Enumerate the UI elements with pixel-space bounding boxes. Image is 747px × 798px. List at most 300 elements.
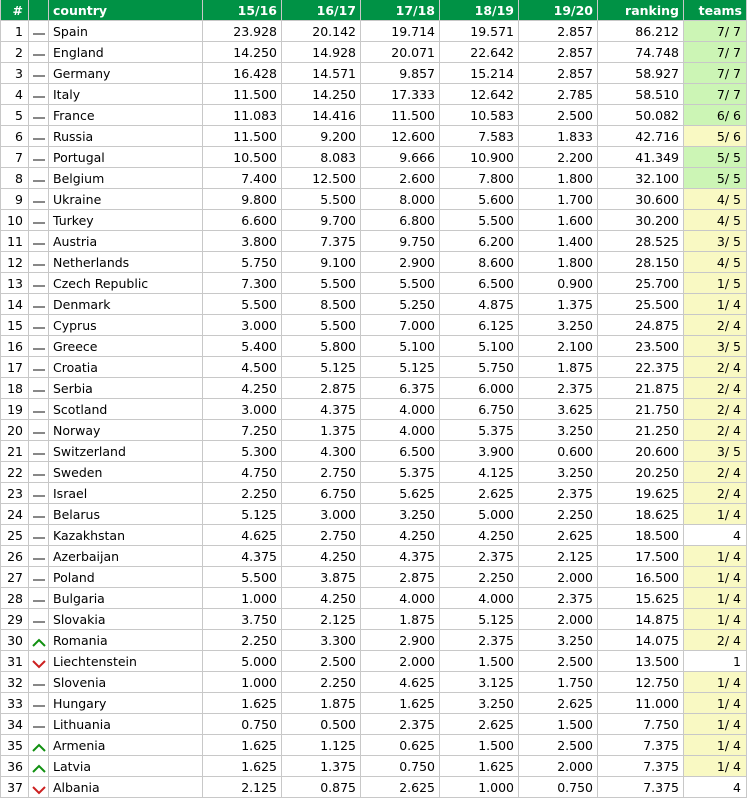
country-cell: Armenia bbox=[49, 735, 203, 756]
trend-same-icon bbox=[32, 132, 46, 142]
trend-cell bbox=[29, 777, 49, 798]
ranking-cell: 7.750 bbox=[598, 714, 684, 735]
ranking-cell: 24.875 bbox=[598, 315, 684, 336]
season-16-17-cell: 12.500 bbox=[282, 168, 361, 189]
trend-cell bbox=[29, 567, 49, 588]
season-17-18-cell: 3.250 bbox=[361, 504, 440, 525]
season-19-20-cell: 3.625 bbox=[519, 399, 598, 420]
ranking-cell: 20.250 bbox=[598, 462, 684, 483]
season-16-17-cell: 5.500 bbox=[282, 189, 361, 210]
season-15-16-cell: 5.000 bbox=[203, 651, 282, 672]
season-18-19-cell: 2.250 bbox=[440, 567, 519, 588]
season-15-16-cell: 2.250 bbox=[203, 483, 282, 504]
header-season-16-17[interactable]: 16/17 bbox=[282, 0, 361, 21]
trend-same-icon bbox=[32, 48, 46, 58]
trend-same-icon bbox=[32, 426, 46, 436]
trend-same-icon bbox=[32, 384, 46, 394]
ranking-cell: 32.100 bbox=[598, 168, 684, 189]
season-15-16-cell: 7.250 bbox=[203, 420, 282, 441]
season-19-20-cell: 3.250 bbox=[519, 630, 598, 651]
rank-cell: 33 bbox=[1, 693, 29, 714]
rank-cell: 23 bbox=[1, 483, 29, 504]
season-19-20-cell: 3.250 bbox=[519, 315, 598, 336]
rank-cell: 17 bbox=[1, 357, 29, 378]
season-17-18-cell: 11.500 bbox=[361, 105, 440, 126]
season-15-16-cell: 23.928 bbox=[203, 21, 282, 42]
teams-cell: 3/ 5 bbox=[684, 231, 747, 252]
header-season-18-19[interactable]: 18/19 bbox=[440, 0, 519, 21]
season-17-18-cell: 2.375 bbox=[361, 714, 440, 735]
season-16-17-cell: 1.875 bbox=[282, 693, 361, 714]
trend-same-icon bbox=[32, 510, 46, 520]
ranking-cell: 74.748 bbox=[598, 42, 684, 63]
trend-same-icon bbox=[32, 720, 46, 730]
country-cell: Belgium bbox=[49, 168, 203, 189]
season-16-17-cell: 1.375 bbox=[282, 420, 361, 441]
trend-cell bbox=[29, 399, 49, 420]
rank-cell: 36 bbox=[1, 756, 29, 777]
rank-cell: 9 bbox=[1, 189, 29, 210]
table-row bbox=[1, 168, 747, 189]
trend-cell bbox=[29, 735, 49, 756]
country-cell: Portugal bbox=[49, 147, 203, 168]
season-19-20-cell: 2.000 bbox=[519, 756, 598, 777]
header-season-15-16[interactable]: 15/16 bbox=[203, 0, 282, 21]
rank-cell: 5 bbox=[1, 105, 29, 126]
season-15-16-cell: 5.400 bbox=[203, 336, 282, 357]
season-18-19-cell: 19.571 bbox=[440, 21, 519, 42]
teams-cell: 1/ 4 bbox=[684, 756, 747, 777]
teams-cell: 5/ 6 bbox=[684, 126, 747, 147]
teams-cell: 4 bbox=[684, 525, 747, 546]
season-16-17-cell: 9.200 bbox=[282, 126, 361, 147]
season-15-16-cell: 1.625 bbox=[203, 693, 282, 714]
season-17-18-cell: 2.875 bbox=[361, 567, 440, 588]
ranking-cell: 18.500 bbox=[598, 525, 684, 546]
season-19-20-cell: 3.250 bbox=[519, 462, 598, 483]
season-15-16-cell: 5.500 bbox=[203, 567, 282, 588]
season-19-20-cell: 3.250 bbox=[519, 420, 598, 441]
season-17-18-cell: 6.375 bbox=[361, 378, 440, 399]
ranking-cell: 14.875 bbox=[598, 609, 684, 630]
ranking-cell: 30.600 bbox=[598, 189, 684, 210]
table-body bbox=[1, 21, 747, 798]
trend-same-icon bbox=[32, 174, 46, 184]
season-16-17-cell: 4.250 bbox=[282, 546, 361, 567]
rank-cell: 1 bbox=[1, 21, 29, 42]
table-row bbox=[1, 714, 747, 735]
table-row bbox=[1, 210, 747, 231]
table-row bbox=[1, 483, 747, 504]
header-ranking[interactable]: ranking bbox=[598, 0, 684, 21]
trend-cell bbox=[29, 231, 49, 252]
trend-same-icon bbox=[32, 594, 46, 604]
country-cell: Serbia bbox=[49, 378, 203, 399]
country-cell: Turkey bbox=[49, 210, 203, 231]
season-15-16-cell: 4.625 bbox=[203, 525, 282, 546]
season-16-17-cell: 4.375 bbox=[282, 399, 361, 420]
ranking-cell: 11.000 bbox=[598, 693, 684, 714]
season-15-16-cell: 3.750 bbox=[203, 609, 282, 630]
ranking-cell: 16.500 bbox=[598, 567, 684, 588]
header-season-17-18[interactable]: 17/18 bbox=[361, 0, 440, 21]
season-19-20-cell: 1.875 bbox=[519, 357, 598, 378]
table-row bbox=[1, 105, 747, 126]
trend-same-icon bbox=[32, 300, 46, 310]
trend-same-icon bbox=[32, 699, 46, 709]
season-19-20-cell: 1.750 bbox=[519, 672, 598, 693]
rank-cell: 3 bbox=[1, 63, 29, 84]
rank-cell: 31 bbox=[1, 651, 29, 672]
trend-cell bbox=[29, 336, 49, 357]
table-row bbox=[1, 126, 747, 147]
season-15-16-cell: 1.000 bbox=[203, 588, 282, 609]
trend-same-icon bbox=[32, 678, 46, 688]
country-cell: Germany bbox=[49, 63, 203, 84]
season-17-18-cell: 1.625 bbox=[361, 693, 440, 714]
country-cell: Ukraine bbox=[49, 189, 203, 210]
trend-cell bbox=[29, 441, 49, 462]
season-15-16-cell: 4.500 bbox=[203, 357, 282, 378]
season-18-19-cell: 4.875 bbox=[440, 294, 519, 315]
trend-cell bbox=[29, 63, 49, 84]
ranking-cell: 25.500 bbox=[598, 294, 684, 315]
teams-cell: 2/ 4 bbox=[684, 378, 747, 399]
season-19-20-cell: 2.375 bbox=[519, 483, 598, 504]
trend-cell bbox=[29, 105, 49, 126]
rank-cell: 16 bbox=[1, 336, 29, 357]
season-15-16-cell: 4.375 bbox=[203, 546, 282, 567]
header-season-19-20[interactable]: 19/20 bbox=[519, 0, 598, 21]
season-19-20-cell: 0.600 bbox=[519, 441, 598, 462]
teams-cell: 4/ 5 bbox=[684, 210, 747, 231]
header-teams[interactable]: teams bbox=[684, 0, 747, 21]
trend-same-icon bbox=[32, 237, 46, 247]
trend-same-icon bbox=[32, 363, 46, 373]
season-17-18-cell: 0.625 bbox=[361, 735, 440, 756]
season-18-19-cell: 8.600 bbox=[440, 252, 519, 273]
teams-cell: 1/ 4 bbox=[684, 504, 747, 525]
country-cell: Romania bbox=[49, 630, 203, 651]
ranking-cell: 42.716 bbox=[598, 126, 684, 147]
country-cell: Netherlands bbox=[49, 252, 203, 273]
teams-cell: 1/ 4 bbox=[684, 609, 747, 630]
trend-same-icon bbox=[32, 405, 46, 415]
season-15-16-cell: 3.800 bbox=[203, 231, 282, 252]
country-cell: Russia bbox=[49, 126, 203, 147]
country-cell: France bbox=[49, 105, 203, 126]
country-cell: Sweden bbox=[49, 462, 203, 483]
country-cell: Switzerland bbox=[49, 441, 203, 462]
country-cell: Poland bbox=[49, 567, 203, 588]
rank-cell: 29 bbox=[1, 609, 29, 630]
teams-cell: 7/ 7 bbox=[684, 84, 747, 105]
country-cell: Hungary bbox=[49, 693, 203, 714]
rank-cell: 14 bbox=[1, 294, 29, 315]
rank-cell: 34 bbox=[1, 714, 29, 735]
season-19-20-cell: 1.700 bbox=[519, 189, 598, 210]
country-cell: Kazakhstan bbox=[49, 525, 203, 546]
season-17-18-cell: 4.375 bbox=[361, 546, 440, 567]
country-cell: Belarus bbox=[49, 504, 203, 525]
table-row bbox=[1, 546, 747, 567]
season-17-18-cell: 5.125 bbox=[361, 357, 440, 378]
teams-cell: 2/ 4 bbox=[684, 399, 747, 420]
season-19-20-cell: 1.833 bbox=[519, 126, 598, 147]
season-19-20-cell: 2.375 bbox=[519, 378, 598, 399]
rank-cell: 32 bbox=[1, 672, 29, 693]
trend-cell bbox=[29, 147, 49, 168]
season-18-19-cell: 12.642 bbox=[440, 84, 519, 105]
rank-cell: 7 bbox=[1, 147, 29, 168]
trend-cell bbox=[29, 315, 49, 336]
season-16-17-cell: 0.875 bbox=[282, 777, 361, 798]
trend-same-icon bbox=[32, 90, 46, 100]
rank-cell: 21 bbox=[1, 441, 29, 462]
ranking-cell: 50.082 bbox=[598, 105, 684, 126]
ranking-cell: 58.510 bbox=[598, 84, 684, 105]
season-16-17-cell: 9.700 bbox=[282, 210, 361, 231]
season-16-17-cell: 2.250 bbox=[282, 672, 361, 693]
trend-same-icon bbox=[32, 258, 46, 268]
season-18-19-cell: 2.625 bbox=[440, 714, 519, 735]
table-row bbox=[1, 231, 747, 252]
teams-cell: 1/ 4 bbox=[684, 588, 747, 609]
trend-cell bbox=[29, 525, 49, 546]
ranking-cell: 12.750 bbox=[598, 672, 684, 693]
rank-cell: 20 bbox=[1, 420, 29, 441]
table-row bbox=[1, 504, 747, 525]
season-17-18-cell: 5.375 bbox=[361, 462, 440, 483]
season-17-18-cell: 2.900 bbox=[361, 630, 440, 651]
teams-cell: 1/ 4 bbox=[684, 714, 747, 735]
season-15-16-cell: 16.428 bbox=[203, 63, 282, 84]
country-cell: Latvia bbox=[49, 756, 203, 777]
ranking-cell: 19.625 bbox=[598, 483, 684, 504]
ranking-cell: 17.500 bbox=[598, 546, 684, 567]
trend-same-icon bbox=[32, 573, 46, 583]
season-18-19-cell: 6.200 bbox=[440, 231, 519, 252]
season-15-16-cell: 14.250 bbox=[203, 42, 282, 63]
season-15-16-cell: 6.600 bbox=[203, 210, 282, 231]
season-19-20-cell: 1.800 bbox=[519, 168, 598, 189]
rank-cell: 30 bbox=[1, 630, 29, 651]
trend-down-icon bbox=[32, 783, 46, 793]
ranking-cell: 7.375 bbox=[598, 735, 684, 756]
rank-cell: 12 bbox=[1, 252, 29, 273]
trend-same-icon bbox=[32, 615, 46, 625]
season-19-20-cell: 2.500 bbox=[519, 105, 598, 126]
season-19-20-cell: 2.785 bbox=[519, 84, 598, 105]
trend-same-icon bbox=[32, 216, 46, 226]
trend-cell bbox=[29, 126, 49, 147]
trend-cell bbox=[29, 693, 49, 714]
ranking-cell: 86.212 bbox=[598, 21, 684, 42]
season-19-20-cell: 2.857 bbox=[519, 42, 598, 63]
ranking-cell: 18.625 bbox=[598, 504, 684, 525]
teams-cell: 2/ 4 bbox=[684, 483, 747, 504]
season-16-17-cell: 7.375 bbox=[282, 231, 361, 252]
country-cell: Czech Republic bbox=[49, 273, 203, 294]
trend-cell bbox=[29, 84, 49, 105]
country-cell: Azerbaijan bbox=[49, 546, 203, 567]
teams-cell: 5/ 5 bbox=[684, 147, 747, 168]
trend-up-icon bbox=[32, 636, 46, 646]
season-19-20-cell: 2.857 bbox=[519, 63, 598, 84]
rank-cell: 35 bbox=[1, 735, 29, 756]
header-rank[interactable]: # bbox=[1, 0, 29, 21]
teams-cell: 1/ 4 bbox=[684, 294, 747, 315]
season-18-19-cell: 5.750 bbox=[440, 357, 519, 378]
season-19-20-cell: 2.125 bbox=[519, 546, 598, 567]
trend-cell bbox=[29, 504, 49, 525]
country-cell: Liechtenstein bbox=[49, 651, 203, 672]
season-16-17-cell: 6.750 bbox=[282, 483, 361, 504]
trend-cell bbox=[29, 714, 49, 735]
rank-cell: 11 bbox=[1, 231, 29, 252]
season-15-16-cell: 4.750 bbox=[203, 462, 282, 483]
season-18-19-cell: 5.375 bbox=[440, 420, 519, 441]
ranking-cell: 21.750 bbox=[598, 399, 684, 420]
season-18-19-cell: 1.500 bbox=[440, 651, 519, 672]
country-cell: Greece bbox=[49, 336, 203, 357]
table-row bbox=[1, 651, 747, 672]
table-row bbox=[1, 357, 747, 378]
season-16-17-cell: 1.375 bbox=[282, 756, 361, 777]
season-19-20-cell: 2.375 bbox=[519, 588, 598, 609]
season-16-17-cell: 2.750 bbox=[282, 462, 361, 483]
season-18-19-cell: 6.500 bbox=[440, 273, 519, 294]
table-row bbox=[1, 399, 747, 420]
season-16-17-cell: 14.250 bbox=[282, 84, 361, 105]
table-row bbox=[1, 630, 747, 651]
ranking-cell: 14.075 bbox=[598, 630, 684, 651]
header-row bbox=[1, 0, 747, 21]
season-15-16-cell: 7.300 bbox=[203, 273, 282, 294]
season-18-19-cell: 4.125 bbox=[440, 462, 519, 483]
season-15-16-cell: 5.300 bbox=[203, 441, 282, 462]
trend-same-icon bbox=[32, 447, 46, 457]
trend-cell bbox=[29, 252, 49, 273]
season-17-18-cell: 12.600 bbox=[361, 126, 440, 147]
season-17-18-cell: 5.625 bbox=[361, 483, 440, 504]
season-16-17-cell: 3.300 bbox=[282, 630, 361, 651]
rank-cell: 22 bbox=[1, 462, 29, 483]
season-17-18-cell: 7.000 bbox=[361, 315, 440, 336]
season-17-18-cell: 4.625 bbox=[361, 672, 440, 693]
season-18-19-cell: 2.625 bbox=[440, 483, 519, 504]
country-cell: Lithuania bbox=[49, 714, 203, 735]
ranking-cell: 22.375 bbox=[598, 357, 684, 378]
rank-cell: 19 bbox=[1, 399, 29, 420]
teams-cell: 1/ 4 bbox=[684, 735, 747, 756]
season-18-19-cell: 2.375 bbox=[440, 546, 519, 567]
trend-same-icon bbox=[32, 468, 46, 478]
table-row bbox=[1, 693, 747, 714]
trend-cell bbox=[29, 273, 49, 294]
trend-cell bbox=[29, 21, 49, 42]
country-cell: Denmark bbox=[49, 294, 203, 315]
season-17-18-cell: 9.750 bbox=[361, 231, 440, 252]
season-16-17-cell: 2.125 bbox=[282, 609, 361, 630]
teams-cell: 4/ 5 bbox=[684, 189, 747, 210]
trend-same-icon bbox=[32, 552, 46, 562]
ranking-cell: 58.927 bbox=[598, 63, 684, 84]
country-cell: England bbox=[49, 42, 203, 63]
season-19-20-cell: 2.250 bbox=[519, 504, 598, 525]
table-row bbox=[1, 252, 747, 273]
season-18-19-cell: 2.375 bbox=[440, 630, 519, 651]
season-17-18-cell: 4.000 bbox=[361, 588, 440, 609]
trend-same-icon bbox=[32, 321, 46, 331]
season-15-16-cell: 2.125 bbox=[203, 777, 282, 798]
season-16-17-cell: 14.416 bbox=[282, 105, 361, 126]
season-17-18-cell: 2.600 bbox=[361, 168, 440, 189]
rank-cell: 24 bbox=[1, 504, 29, 525]
table-row bbox=[1, 525, 747, 546]
season-18-19-cell: 5.600 bbox=[440, 189, 519, 210]
trend-cell bbox=[29, 294, 49, 315]
ranking-cell: 28.525 bbox=[598, 231, 684, 252]
header-trend bbox=[29, 0, 49, 21]
season-15-16-cell: 0.750 bbox=[203, 714, 282, 735]
teams-cell: 2/ 4 bbox=[684, 315, 747, 336]
trend-same-icon bbox=[32, 27, 46, 37]
season-18-19-cell: 5.000 bbox=[440, 504, 519, 525]
season-16-17-cell: 5.500 bbox=[282, 273, 361, 294]
season-19-20-cell: 1.800 bbox=[519, 252, 598, 273]
table-row bbox=[1, 21, 747, 42]
rank-cell: 13 bbox=[1, 273, 29, 294]
season-15-16-cell: 10.500 bbox=[203, 147, 282, 168]
teams-cell: 2/ 4 bbox=[684, 630, 747, 651]
season-19-20-cell: 2.000 bbox=[519, 609, 598, 630]
teams-cell: 1/ 4 bbox=[684, 567, 747, 588]
header-country[interactable]: country bbox=[49, 0, 203, 21]
trend-same-icon bbox=[32, 195, 46, 205]
season-17-18-cell: 6.800 bbox=[361, 210, 440, 231]
season-18-19-cell: 15.214 bbox=[440, 63, 519, 84]
country-cell: Slovenia bbox=[49, 672, 203, 693]
trend-cell bbox=[29, 546, 49, 567]
teams-cell: 4/ 5 bbox=[684, 252, 747, 273]
ranking-cell: 13.500 bbox=[598, 651, 684, 672]
season-19-20-cell: 1.375 bbox=[519, 294, 598, 315]
trend-same-icon bbox=[32, 111, 46, 121]
season-17-18-cell: 4.000 bbox=[361, 399, 440, 420]
season-16-17-cell: 3.000 bbox=[282, 504, 361, 525]
trend-up-icon bbox=[32, 762, 46, 772]
season-15-16-cell: 1.625 bbox=[203, 735, 282, 756]
season-15-16-cell: 5.500 bbox=[203, 294, 282, 315]
trend-cell bbox=[29, 672, 49, 693]
rank-cell: 26 bbox=[1, 546, 29, 567]
trend-same-icon bbox=[32, 489, 46, 499]
table-row bbox=[1, 441, 747, 462]
season-15-16-cell: 3.000 bbox=[203, 399, 282, 420]
season-16-17-cell: 14.571 bbox=[282, 63, 361, 84]
season-17-18-cell: 6.500 bbox=[361, 441, 440, 462]
table-row bbox=[1, 567, 747, 588]
table-row bbox=[1, 189, 747, 210]
season-18-19-cell: 4.250 bbox=[440, 525, 519, 546]
ranking-cell: 21.875 bbox=[598, 378, 684, 399]
trend-cell bbox=[29, 756, 49, 777]
season-18-19-cell: 3.125 bbox=[440, 672, 519, 693]
trend-same-icon bbox=[32, 69, 46, 79]
teams-cell: 5/ 5 bbox=[684, 168, 747, 189]
trend-cell bbox=[29, 462, 49, 483]
